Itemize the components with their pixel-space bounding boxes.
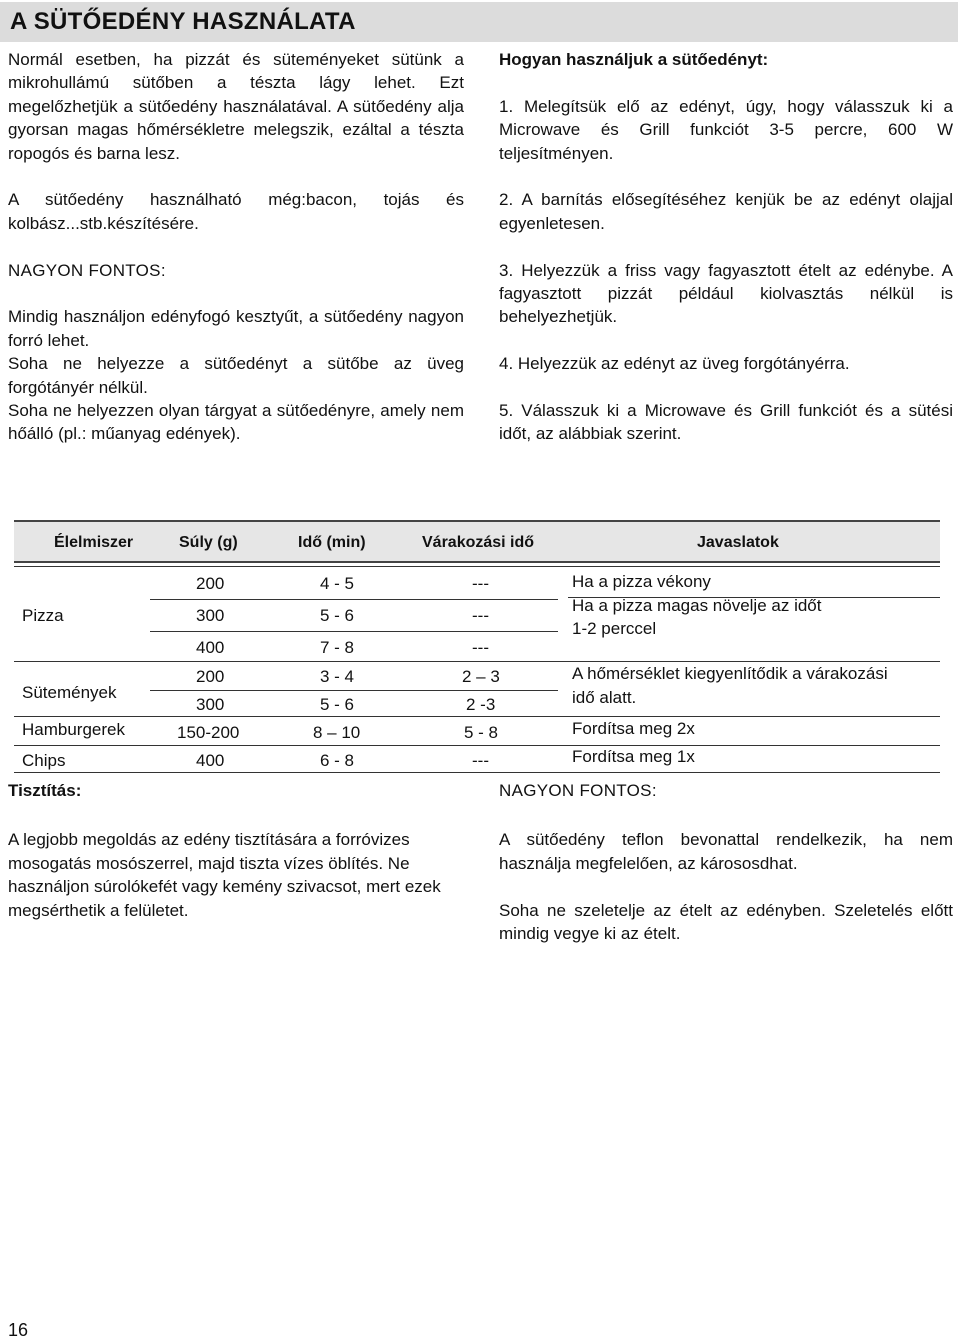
table-cell-time: 7 - 8: [320, 638, 355, 657]
table-rule: [150, 631, 558, 632]
tip-hamburgers: Fordítsa meg 2x: [572, 719, 695, 738]
header-food: Élelmiszer: [54, 534, 134, 551]
usage-paragraph: A sütőedény használható még:bacon, tojás és kolbász...stb.készítésére.: [8, 190, 464, 233]
header-tips: Javaslatok: [697, 534, 779, 551]
tip-pizza-thick-line-1: Ha a pizza magas növelje az időt: [572, 596, 822, 615]
table-cell-wait: ---: [472, 638, 489, 657]
table-cell-weight: 400: [196, 638, 225, 657]
table-rule: [14, 566, 940, 567]
important-item-3: Soha ne helyezzen olyan tárgyat a sütőedényre, amely nem hőálló (pl.: műanyag edények).: [8, 401, 464, 444]
step-5: 5. Válasszuk ki a Microwave és Grill funkciót és a sütési időt, az alábbiak szerint.: [499, 401, 953, 444]
step-2: 2. A barnítás elősegítéséhez kenjük be az edényt olajjal egyenletesen.: [499, 190, 953, 233]
table-cell-weight: 200: [196, 667, 225, 686]
cleaning-text: A legjobb megoldás az edény tisztítására a forróvizes mosogatás mosószerrel, majd tiszta vízes öblítés. Ne használjon súrolókefét vagy kemény szivacsot, mert ezek megsérthetik a felületet.: [8, 830, 441, 920]
table-rule: [14, 745, 940, 746]
table-cell-wait: ---: [472, 574, 489, 593]
important-item-2: Soha ne helyezze a sütőedényt a sütőbe az üveg forgótányér nélkül.: [8, 354, 464, 397]
cleaning-heading: Tisztítás:: [8, 781, 82, 800]
table-rule: [150, 599, 558, 600]
food-hamburgers: Hamburgerek: [22, 720, 125, 739]
table-cell-time: 4 - 5: [320, 574, 355, 593]
table-rule: [150, 690, 558, 691]
table-cell-time: 8 – 10: [313, 723, 361, 742]
important2-text-1: A sütőedény teflon bevonattal rendelkezik, ha nem használja megfelelően, az kárososdhat.: [499, 830, 953, 873]
table-cell-time: 3 - 4: [320, 667, 355, 686]
food-pizza: Pizza: [22, 606, 64, 625]
table-rule: [14, 661, 940, 662]
important-section: [499, 779, 953, 945]
tip-cakes-line-2: idő alatt.: [572, 688, 637, 707]
important2-text-2: Soha ne szeletelje az ételt az edényben. Szeletelés előtt mindig vegye ki az ételt.: [499, 900, 953, 944]
food-chips: Chips: [22, 751, 66, 770]
table-cell-weight: 150-200: [177, 723, 240, 742]
cleaning-section: [8, 779, 464, 922]
header-wait: Várakozási idő: [422, 534, 535, 551]
header-time: Idő (min): [298, 534, 366, 551]
page-title: A SÜTŐEDÉNY HASZNÁLATA: [10, 8, 356, 35]
step-3: 3. Helyezzük a friss vagy fagyasztott ételt az edénybe. A fagyasztott pizzát például kiolvasztás nélkül is behelyezhetjük.: [499, 260, 953, 327]
table-cell-wait: ---: [472, 751, 489, 770]
food-cakes: Sütemények: [22, 683, 117, 702]
table-cell-wait: 2 – 3: [462, 667, 500, 686]
table-cell-wait: 5 - 8: [464, 723, 499, 742]
tip-cakes-line-1: A hőmérséklet kiegyenlítődik a várakozási: [572, 664, 888, 683]
header-weight: Súly (g): [179, 534, 238, 551]
table-cell-weight: 200: [196, 574, 225, 593]
intro-paragraph: Normál esetben, ha pizzát és süteményeket sütünk a mikrohullámú sütőben a tészta lágy lehet. Ezt megelőzhetjük a sütőedény használatával. A sütőedény alja gyorsan magas hőmérsékletre melegszik, ezáltal a tészta ropogós és barna lesz.: [8, 50, 464, 163]
step-1: 1. Melegítsük elő az edényt, úgy, hogy válasszuk ki a Microwave és Grill funkciót 3-5 percre, 600 W teljesítményen.: [499, 96, 953, 163]
important-item-1: Mindig használjon edényfogó kesztyűt, a sütőedény nagyon forró lehet.: [8, 307, 464, 350]
tip-pizza-thick-line-2: 1-2 perccel: [572, 619, 657, 638]
table-cell-time: 5 - 6: [320, 606, 355, 625]
table-rule: [568, 597, 940, 598]
table-cell-weight: 300: [196, 695, 225, 714]
left-column: [8, 48, 464, 446]
page-number: 16: [8, 1320, 29, 1340]
table-cell-time: 6 - 8: [320, 751, 355, 770]
table-rule: [14, 772, 940, 773]
table-cell-weight: 400: [196, 751, 225, 770]
table-cell-wait: ---: [472, 606, 489, 625]
page-title-bar: [0, 2, 958, 42]
right-column: [499, 48, 953, 446]
usage-steps-heading: Hogyan használjuk a sütőedényt:: [499, 50, 769, 69]
important2-heading: NAGYON FONTOS:: [499, 781, 657, 800]
step-4: 4. Helyezzük az edényt az üveg forgótányérra.: [499, 354, 850, 374]
table-rule: [14, 716, 940, 717]
table-cell-weight: 300: [196, 606, 225, 625]
table-cell-wait: 2 -3: [466, 695, 496, 714]
tip-chips: Fordítsa meg 1x: [572, 747, 695, 766]
important-heading: NAGYON FONTOS:: [8, 260, 166, 280]
tip-pizza-thin: Ha a pizza vékony: [572, 572, 711, 591]
table-cell-time: 5 - 6: [320, 695, 355, 714]
table-header: [14, 520, 940, 563]
